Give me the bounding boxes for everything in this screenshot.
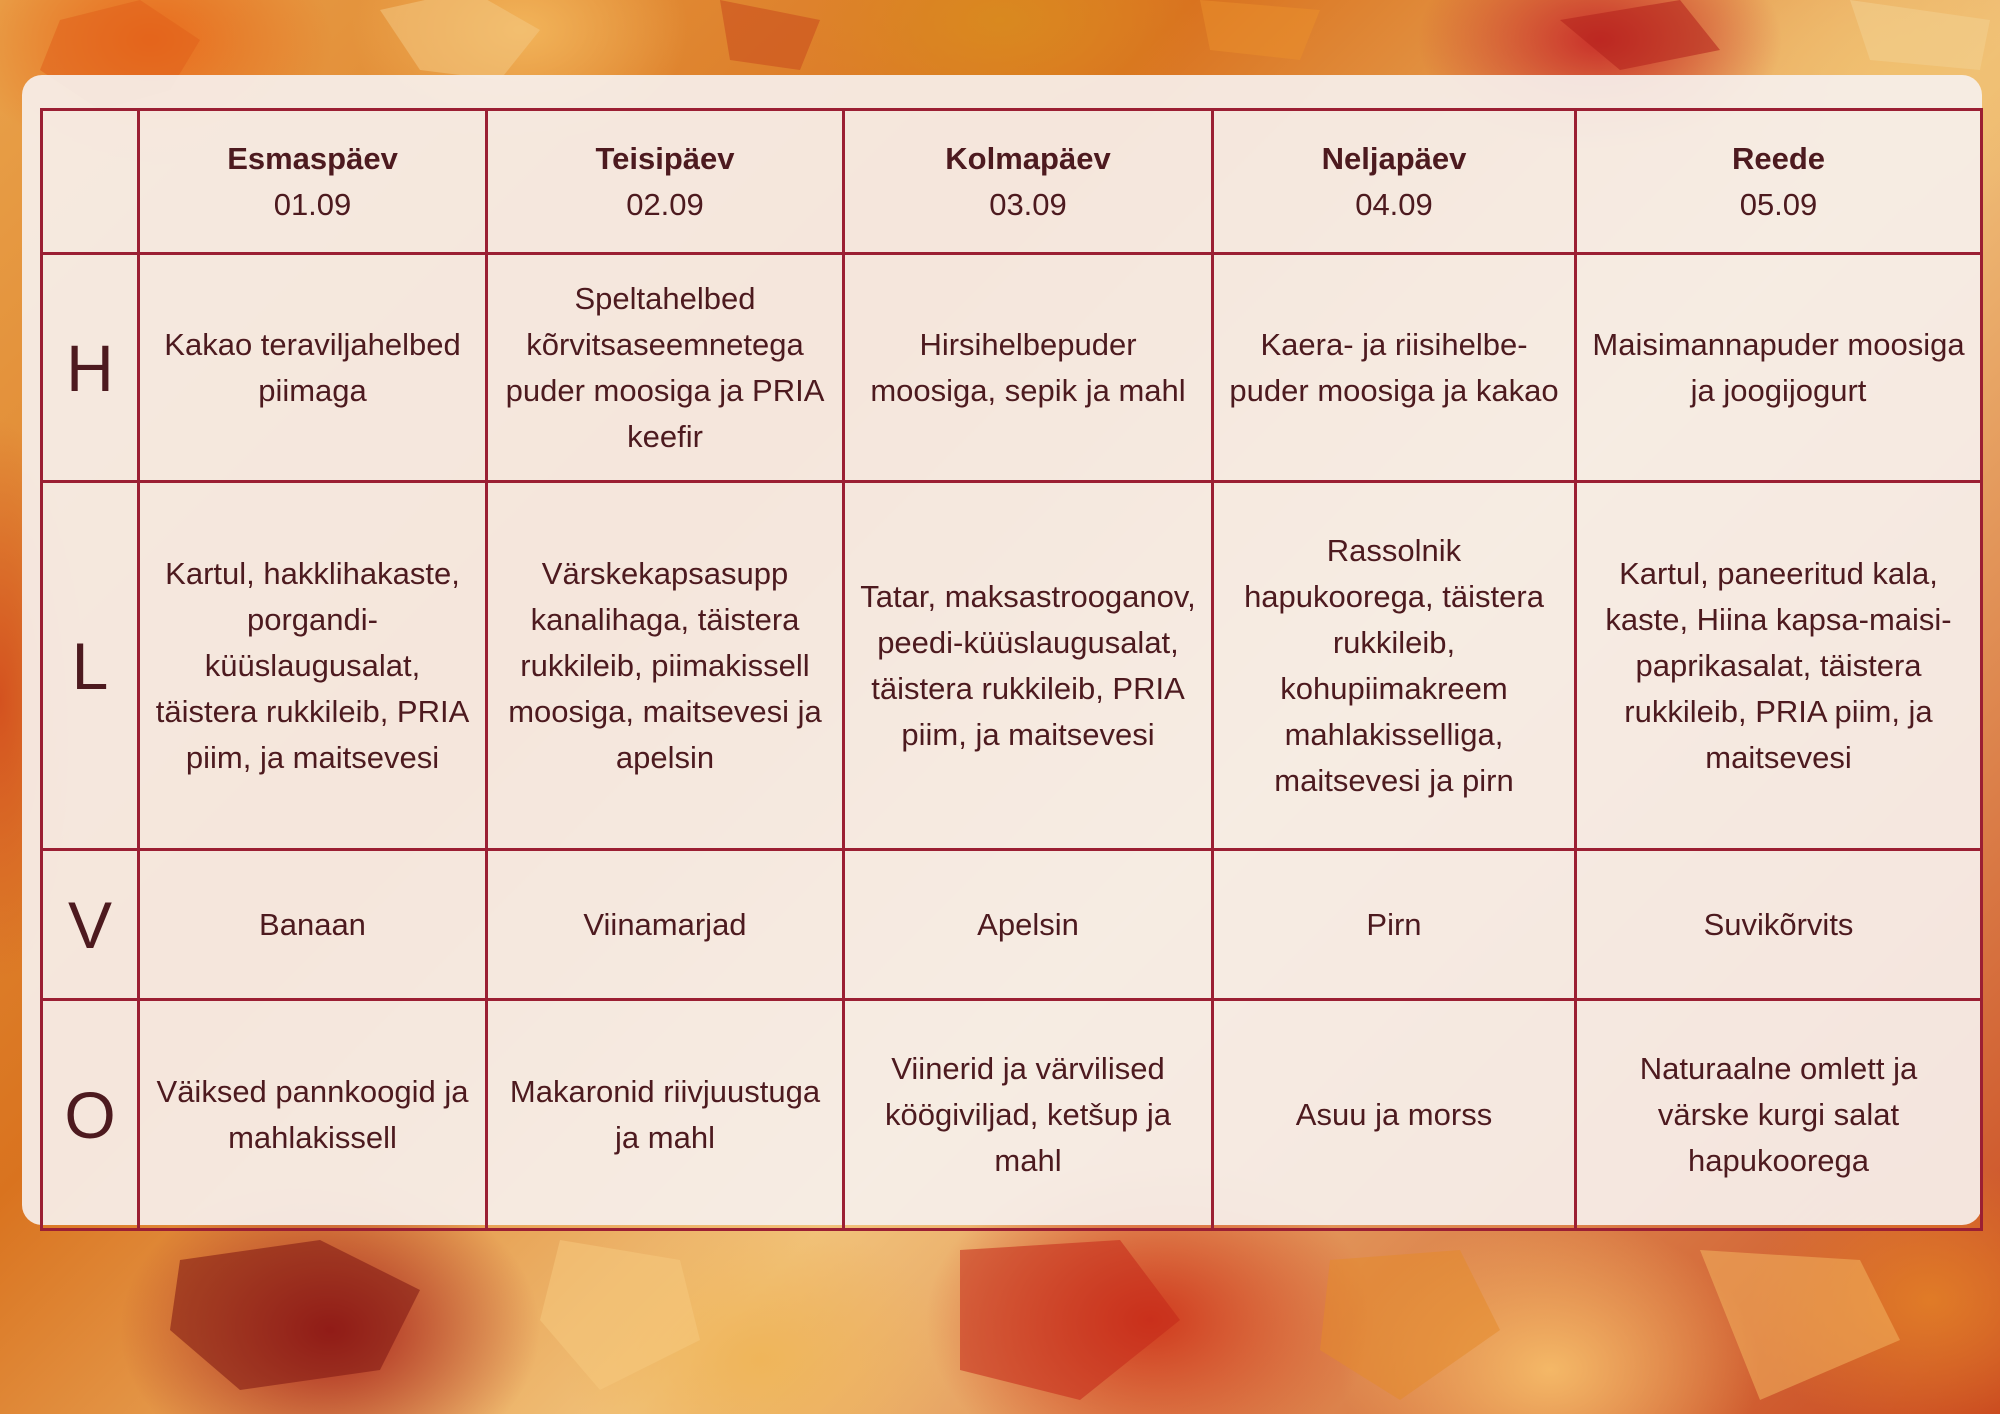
menu-cell: Tatar, maksastrooganov, peedi-küüslaugusalat, täistera rukkileib, PRIA piim, ja maitsevesi: [844, 482, 1213, 850]
menu-cell: Makaronid riivjuustuga ja mahl: [487, 1000, 844, 1230]
day-header: [1213, 110, 1576, 254]
menu-cell: Värskekapsasupp kanalihaga, täistera rukkileib, piimakissell moosiga, maitsevesi ja apelsin: [487, 482, 844, 850]
meal-row-snack: [42, 850, 1982, 1000]
day-date: 03.09: [989, 186, 1067, 222]
menu-cell: Kartul, hakklihakaste, porgandi-küüslaugusalat, täistera rukkileib, PRIA piim, ja maitsevesi: [139, 482, 487, 850]
menu-cell: Hirsihelbepuder moosiga, sepik ja mahl: [844, 254, 1213, 482]
day-name: Esmaspäev: [227, 140, 398, 176]
day-header: [139, 110, 487, 254]
meal-letter: V: [42, 850, 139, 1000]
menu-cell: Kartul, paneeritud kala, kaste, Hiina kapsa-maisi-paprikasalat, täistera rukkileib, PRIA piim, ja maitsevesi: [1576, 482, 1982, 850]
day-date: 01.09: [273, 186, 352, 222]
meal-row-lunch: [42, 482, 1982, 850]
meal-letter: L: [42, 482, 139, 850]
weekly-menu-table: [40, 108, 1983, 1231]
day-name: Reede: [1731, 140, 1826, 176]
menu-cell: Suvikõrvits: [1576, 850, 1982, 1000]
day-header: [1576, 110, 1982, 254]
menu-cell: Maisimannapuder moosiga ja joogijogurt: [1576, 254, 1982, 482]
menu-cell: Viinamarjad: [487, 850, 844, 1000]
day-header: [487, 110, 844, 254]
menu-cell: Asuu ja morss: [1213, 1000, 1576, 1230]
menu-cell: Viinerid ja värvilised köögiviljad, ketšup ja mahl: [844, 1000, 1213, 1230]
day-date: 02.09: [626, 186, 704, 222]
menu-cell: Naturaalne omlett ja värske kurgi salat hapukoorega: [1576, 1000, 1982, 1230]
menu-cell: Rassolnik hapukoorega, täistera rukkileib, kohupiimakreem mahlakisselliga, maitsevesi ja pirn: [1213, 482, 1576, 850]
meal-row-breakfast: [42, 254, 1982, 482]
menu-cell: Väiksed pannkoogid ja mahlakissell: [139, 1000, 487, 1230]
menu-cell: Kakao teraviljahelbed piimaga: [139, 254, 487, 482]
menu-cell: Kaera- ja riisihelbe-puder moosiga ja kakao: [1213, 254, 1576, 482]
day-date: 05.09: [1739, 186, 1818, 222]
day-header: [844, 110, 1213, 254]
meal-letter: O: [42, 1000, 139, 1230]
menu-cell: Apelsin: [844, 850, 1213, 1000]
menu-cell: Banaan: [139, 850, 487, 1000]
day-name: Kolmapäev: [945, 140, 1111, 176]
day-name: Teisipäev: [595, 140, 735, 176]
corner-cell: [42, 110, 139, 254]
day-name: Neljapäev: [1321, 140, 1467, 176]
menu-cell: Speltahelbed kõrvitsaseemnetega puder moosiga ja PRIA keefir: [487, 254, 844, 482]
day-date: 04.09: [1355, 186, 1433, 222]
header-row: [42, 110, 1982, 254]
meal-letter: H: [42, 254, 139, 482]
meal-row-dinner: [42, 1000, 1982, 1230]
menu-cell: Pirn: [1213, 850, 1576, 1000]
